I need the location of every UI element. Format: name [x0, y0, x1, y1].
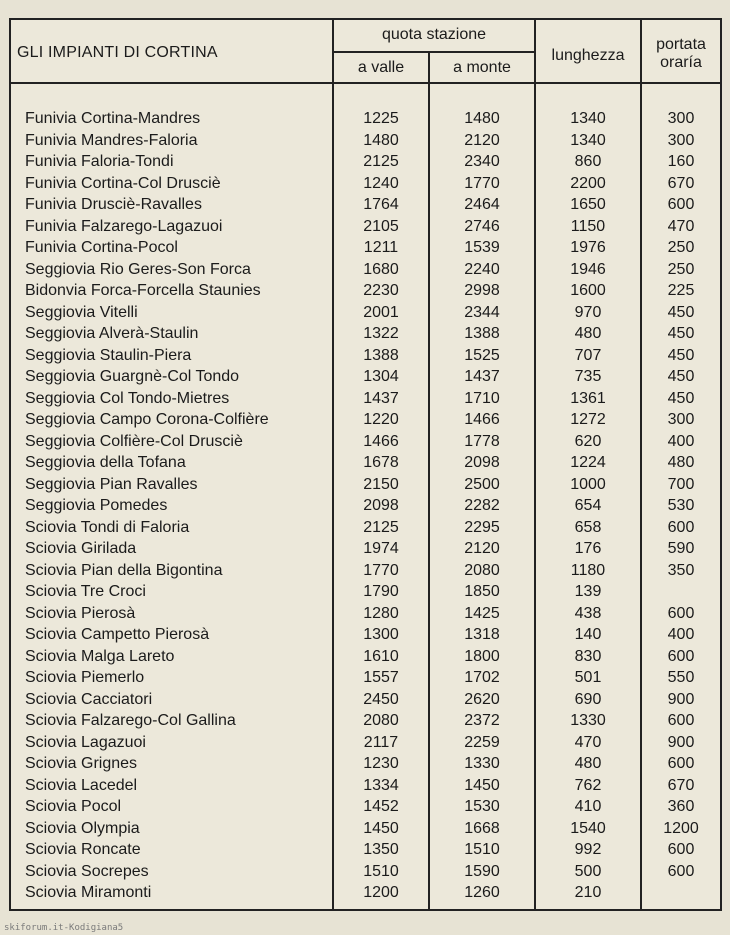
table-title: GLI IMPIANTI DI CORTINA [17, 44, 218, 61]
table-row [11, 667, 720, 689]
cell-a-monte: 1539 [464, 239, 500, 256]
cell-a-monte: 1590 [464, 862, 500, 880]
cell-name: Bidonvia Forca-Forcella Staunies [25, 282, 261, 299]
cell-name: Sciovia Olympia [25, 819, 140, 837]
cell-name: Sciovia Falzarego-Col Gallina [25, 712, 236, 729]
cell-a-monte: 1437 [464, 368, 500, 385]
cell-a-monte: 2620 [464, 690, 500, 708]
cell-a-valle: 1350 [363, 841, 399, 858]
cell-name: Sciovia Girilada [25, 540, 137, 557]
cell-a-valle: 1790 [363, 583, 399, 600]
cell-a-monte: 2080 [464, 561, 500, 579]
cell-name: Seggiovia Rio Geres-Son Forca [25, 260, 251, 278]
cell-name: Funivia Falzarego-Lagazuoi [25, 217, 223, 235]
cell-name: Sciovia Roncate [25, 841, 141, 858]
cell-lunghezza: 1224 [570, 454, 606, 471]
cell-lunghezza: 1540 [570, 819, 606, 837]
cell-lunghezza: 2200 [570, 174, 606, 192]
cell-lunghezza: 139 [574, 583, 602, 600]
cell-a-valle: 2080 [363, 712, 399, 729]
cell-name: Funivia Cortina-Col Drusciè [25, 174, 221, 192]
cell-name: Sciovia Tondi di Faloria [25, 518, 190, 536]
cell-name: Sciovia Malga Lareto [25, 647, 175, 665]
table-row [11, 259, 720, 281]
cell-name: Seggiovia Alverà-Staulin [25, 325, 199, 342]
table-row [11, 452, 720, 474]
cell-lunghezza: 762 [574, 776, 602, 794]
table-row [11, 753, 720, 775]
cell-portata: 250 [667, 260, 695, 278]
cell-name: Seggiovia Vitelli [25, 303, 138, 321]
cell-portata: 450 [667, 303, 695, 321]
cell-a-monte: 1770 [464, 174, 500, 192]
cell-a-monte: 1425 [464, 604, 500, 622]
cell-portata: 400 [667, 626, 695, 643]
cell-name: Seggiovia Pian Ravalles [25, 475, 198, 493]
cell-name: Seggiovia Colfière-Col Drusciè [25, 432, 243, 450]
table-row [11, 151, 720, 173]
cell-portata: 160 [667, 153, 695, 170]
cell-a-valle: 1211 [363, 239, 399, 256]
cell-a-monte: 1710 [464, 389, 500, 407]
cell-a-monte: 2098 [464, 454, 500, 471]
table-row [11, 194, 720, 216]
cell-a-monte: 2372 [464, 712, 500, 729]
cell-lunghezza: 735 [574, 368, 602, 385]
table-row [11, 646, 720, 668]
table-row [11, 237, 720, 259]
cell-lunghezza: 1361 [570, 389, 606, 407]
table-row [11, 882, 720, 904]
cell-lunghezza: 1180 [570, 561, 606, 579]
cell-name: Sciovia Piemerlo [25, 669, 145, 686]
cell-portata: 450 [667, 325, 695, 342]
cell-a-monte: 1525 [464, 346, 500, 364]
cell-lunghezza: 1600 [570, 282, 606, 299]
cell-portata: 600 [667, 647, 695, 665]
cell-portata: 450 [667, 346, 695, 364]
table-row [11, 280, 720, 302]
cell-lunghezza: 830 [574, 647, 602, 665]
cell-name: Seggiovia Staulin-Piera [25, 346, 192, 364]
table-row [11, 796, 720, 818]
cell-portata: 900 [667, 733, 695, 751]
cell-name: Sciovia Grignes [25, 755, 138, 772]
cell-name: Seggiovia Campo Corona-Colfière [25, 411, 269, 428]
cell-name: Funivia Drusciè-Ravalles [25, 196, 202, 213]
table-row [11, 302, 720, 324]
table-row [11, 474, 720, 496]
cell-a-valle: 1322 [363, 325, 399, 342]
table-row [11, 173, 720, 195]
cell-portata: 550 [667, 669, 695, 686]
cell-name: Seggiovia Col Tondo-Mietres [25, 389, 230, 407]
cell-a-monte: 1330 [464, 755, 500, 772]
cell-portata: 700 [667, 475, 695, 493]
cell-lunghezza: 1272 [570, 411, 606, 428]
cell-portata: 600 [667, 604, 695, 622]
cell-a-monte: 1668 [464, 819, 500, 837]
lift-table [9, 18, 722, 911]
table-row [11, 366, 720, 388]
table-row [11, 495, 720, 517]
cell-a-monte: 1850 [464, 583, 500, 600]
cell-portata: 450 [667, 368, 695, 385]
cell-portata: 1200 [663, 819, 699, 837]
cell-name: Funivia Mandres-Faloria [25, 131, 198, 149]
header-bottom [11, 82, 720, 84]
table-row [11, 538, 720, 560]
cell-a-monte: 2295 [464, 518, 500, 536]
cell-a-valle: 1200 [363, 884, 399, 901]
cell-lunghezza: 410 [574, 798, 602, 815]
cell-lunghezza: 1340 [570, 131, 606, 149]
cell-a-monte: 2344 [464, 303, 500, 321]
table-row [11, 517, 720, 539]
table-row [11, 108, 720, 130]
cell-a-monte: 1778 [464, 432, 500, 450]
cell-a-valle: 1225 [363, 110, 399, 127]
cell-a-valle: 1280 [363, 604, 399, 622]
cell-a-valle: 1974 [363, 540, 399, 557]
header-portata-line2: oraría [660, 54, 702, 71]
cell-portata: 600 [667, 196, 695, 213]
cell-portata: 350 [667, 561, 695, 579]
cell-name: Sciovia Miramonti [25, 884, 152, 901]
cell-lunghezza: 1330 [570, 712, 606, 729]
cell-a-valle: 1678 [363, 454, 399, 471]
cell-a-monte: 2746 [464, 217, 500, 235]
table-row [11, 603, 720, 625]
cell-lunghezza: 1000 [570, 475, 606, 493]
cell-portata: 450 [667, 389, 695, 407]
cell-lunghezza: 658 [574, 518, 602, 536]
table-row [11, 775, 720, 797]
cell-name: Funivia Cortina-Pocol [25, 239, 178, 256]
cell-a-monte: 1800 [464, 647, 500, 665]
cell-a-monte: 2340 [464, 153, 500, 170]
cell-lunghezza: 480 [574, 325, 602, 342]
cell-lunghezza: 860 [574, 153, 602, 170]
cell-a-monte: 2120 [464, 131, 500, 149]
cell-lunghezza: 500 [574, 862, 602, 880]
cell-a-monte: 1530 [464, 798, 500, 815]
table-row [11, 345, 720, 367]
header-lunghezza: lunghezza [551, 47, 625, 64]
cell-a-monte: 1510 [464, 841, 500, 858]
cell-a-monte: 1388 [464, 325, 500, 342]
table-body [11, 108, 720, 904]
cell-portata: 300 [667, 110, 695, 127]
footer-watermark: skiforum.it-Kodigiana5 [4, 923, 124, 933]
cell-a-monte: 1702 [464, 669, 500, 686]
table-row [11, 431, 720, 453]
table-row [11, 710, 720, 732]
cell-portata: 300 [667, 131, 695, 149]
cell-lunghezza: 210 [574, 884, 602, 901]
cell-portata: 900 [667, 690, 695, 708]
cell-lunghezza: 654 [574, 497, 602, 514]
cell-portata: 600 [667, 518, 695, 536]
cell-a-valle: 1610 [363, 647, 399, 665]
cell-a-monte: 1480 [464, 110, 500, 127]
cell-a-valle: 1480 [363, 131, 399, 149]
header-a-valle: a valle [357, 59, 405, 76]
table-row [11, 861, 720, 883]
cell-name: Funivia Faloria-Tondi [25, 153, 174, 170]
cell-lunghezza: 690 [574, 690, 602, 708]
table-row [11, 130, 720, 152]
cell-a-valle: 2001 [363, 303, 399, 321]
cell-a-valle: 1450 [363, 819, 399, 837]
cell-a-valle: 2098 [363, 497, 399, 514]
cell-name: Seggiovia della Tofana [25, 454, 186, 471]
table-row [11, 732, 720, 754]
cell-name: Seggiovia Guargnè-Col Tondo [25, 368, 240, 385]
header-a-monte: a monte [453, 59, 511, 76]
cell-lunghezza: 1340 [570, 110, 606, 127]
cell-a-monte: 2120 [464, 540, 500, 557]
cell-lunghezza: 1650 [570, 196, 606, 213]
cell-portata: 250 [667, 239, 695, 256]
cell-name: Sciovia Socrepes [25, 862, 149, 880]
cell-a-valle: 2230 [363, 282, 399, 299]
header-subline [334, 51, 534, 53]
cell-a-valle: 1510 [363, 862, 399, 880]
cell-a-valle: 1466 [363, 432, 399, 450]
table-row [11, 560, 720, 582]
table-row [11, 818, 720, 840]
cell-a-valle: 1764 [363, 196, 399, 213]
cell-lunghezza: 501 [574, 669, 602, 686]
cell-portata: 600 [667, 712, 695, 729]
cell-name: Sciovia Pocol [25, 798, 122, 815]
cell-a-valle: 1230 [363, 755, 399, 772]
table-row [11, 839, 720, 861]
cell-a-monte: 2240 [464, 260, 500, 278]
header-portata [642, 36, 720, 72]
cell-portata: 480 [667, 454, 695, 471]
cell-name: Sciovia Cacciatori [25, 690, 153, 708]
cell-portata: 670 [667, 174, 695, 192]
cell-lunghezza: 1150 [570, 217, 606, 235]
cell-a-valle: 2117 [363, 733, 399, 751]
cell-a-valle: 1300 [363, 626, 399, 643]
cell-lunghezza: 480 [574, 755, 602, 772]
cell-lunghezza: 707 [574, 346, 602, 364]
cell-name: Sciovia Lacedel [25, 776, 138, 794]
cell-a-valle: 1452 [363, 798, 399, 815]
cell-lunghezza: 970 [574, 303, 602, 321]
cell-lunghezza: 1976 [570, 239, 606, 256]
cell-name: Funivia Cortina-Mandres [25, 110, 201, 127]
cell-lunghezza: 176 [574, 540, 602, 557]
table-row [11, 409, 720, 431]
cell-a-monte: 1450 [464, 776, 500, 794]
cell-a-valle: 1304 [363, 368, 399, 385]
table-row [11, 624, 720, 646]
cell-portata: 360 [667, 798, 695, 815]
cell-portata: 670 [667, 776, 695, 794]
cell-name: Sciovia Pian della Bigontina [25, 561, 223, 579]
header-quota-stazione: quota stazione [381, 26, 487, 43]
cell-a-valle: 1334 [363, 776, 399, 794]
cell-a-valle: 1388 [363, 346, 399, 364]
cell-a-valle: 1557 [363, 669, 399, 686]
cell-name: Sciovia Pierosà [25, 604, 136, 622]
table-row [11, 689, 720, 711]
cell-a-valle: 2150 [363, 475, 399, 493]
cell-a-monte: 2500 [464, 475, 500, 493]
cell-a-monte: 1466 [464, 411, 500, 428]
cell-lunghezza: 620 [574, 432, 602, 450]
cell-a-valle: 1770 [363, 561, 399, 579]
cell-portata: 600 [667, 862, 695, 880]
cell-a-valle: 2105 [363, 217, 399, 235]
cell-a-valle: 2450 [363, 690, 399, 708]
cell-lunghezza: 140 [574, 626, 602, 643]
cell-a-valle: 1220 [363, 411, 399, 428]
cell-name: Sciovia Lagazuoi [25, 733, 146, 751]
cell-a-valle: 2125 [363, 153, 399, 170]
cell-a-valle: 1680 [363, 260, 399, 278]
table-row [11, 388, 720, 410]
cell-a-monte: 2259 [464, 733, 500, 751]
cell-a-monte: 1260 [464, 884, 500, 901]
cell-lunghezza: 992 [574, 841, 602, 858]
cell-name: Seggiovia Pomedes [25, 497, 168, 514]
cell-a-valle: 1437 [363, 389, 399, 407]
cell-portata: 400 [667, 432, 695, 450]
cell-a-monte: 2464 [464, 196, 500, 213]
table-row [11, 581, 720, 603]
cell-portata: 530 [667, 497, 695, 514]
cell-name: Sciovia Tre Croci [25, 583, 146, 600]
cell-portata: 300 [667, 411, 695, 428]
cell-a-monte: 2282 [464, 497, 500, 514]
cell-a-monte: 2998 [464, 282, 500, 299]
cell-name: Sciovia Campetto Pierosà [25, 626, 210, 643]
cell-a-monte: 1318 [464, 626, 500, 643]
cell-portata: 600 [667, 755, 695, 772]
cell-a-valle: 1240 [363, 174, 399, 192]
table-row [11, 216, 720, 238]
cell-lunghezza: 438 [574, 604, 602, 622]
cell-a-valle: 2125 [363, 518, 399, 536]
cell-lunghezza: 470 [574, 733, 602, 751]
cell-lunghezza: 1946 [570, 260, 606, 278]
table-row [11, 323, 720, 345]
header-portata-line1: portata [656, 36, 706, 53]
cell-portata: 600 [667, 841, 695, 858]
cell-portata: 225 [667, 282, 695, 299]
cell-portata: 470 [667, 217, 695, 235]
cell-portata: 590 [667, 540, 695, 557]
